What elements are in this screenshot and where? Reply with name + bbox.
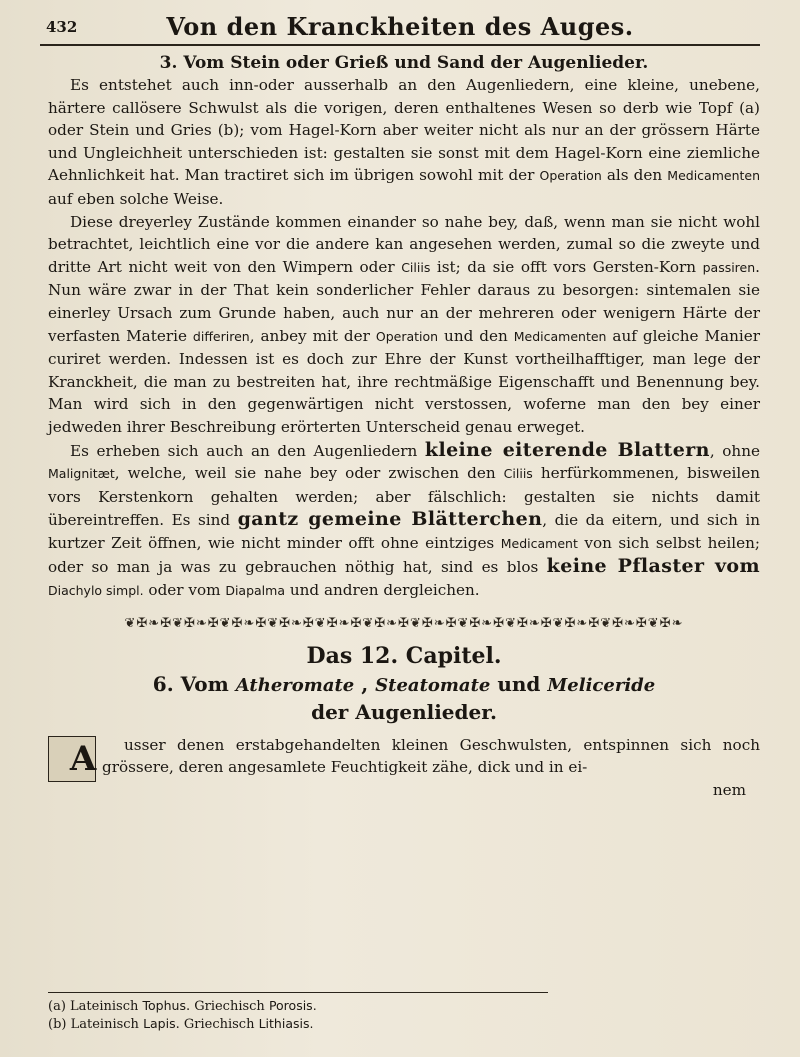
text-run: , welche, weil sie nahe bey oder zwischen den <box>114 464 504 483</box>
latin-term: Porosis. <box>268 998 317 1013</box>
latin-term: Diachylo simpl. <box>48 583 144 599</box>
footnote <box>48 997 548 1015</box>
page-header <box>40 10 760 46</box>
text-run: als den <box>601 166 668 185</box>
chapter-paragraph <box>48 734 760 779</box>
emphasis-term: keine Pflaster vom <box>546 555 760 578</box>
latin-term: differiren <box>192 328 250 344</box>
title-latin: Steatomate <box>375 675 491 697</box>
drop-cap: A <box>48 736 96 782</box>
text-run: Lateinisch <box>70 1017 144 1032</box>
text-run: , die da eitern, und sich in kurtzer Zeit öffnen, wie nicht minder offt ohne eintziges <box>48 511 760 552</box>
latin-term: Operation <box>375 328 439 344</box>
text-run: Es erheben sich auch an den Augenliedern <box>70 441 425 460</box>
running-title: Von den Kranckheiten des Auges. <box>166 12 634 41</box>
title-latin: Atheromate <box>235 675 355 697</box>
latin-term: Medicamenten <box>513 328 607 344</box>
text-run: . Nun wäre zwar in der That kein sonderlicher Fehler daraus zu besorgen: sintemalen sie einerley Ursach zum Grunde haben, auch nur an der mehreren oder wenigern Härte der verfasten Materie <box>48 257 760 345</box>
footnotes <box>48 992 548 1033</box>
latin-term: Lithiasis. <box>258 1016 314 1031</box>
text-run: auf eben solche Weise. <box>48 189 224 208</box>
text-run: . Griechisch <box>175 1017 259 1032</box>
footnote <box>48 1015 548 1033</box>
page-body <box>48 52 760 802</box>
text-run: Diese dreyerley Zustände kommen einander so nahe bey, daß, wenn man sie nicht wohl betrachtet, leichtlich eine vor die andere kan angesehen werden, zumal so die zweyte und dritte Art nicht weit von den Wimpern oder <box>48 212 760 276</box>
page-number: 432 <box>46 18 78 36</box>
text-run: usser denen erstabgehandelten kleinen Geschwulsten, entspinnen sich noch grössere, deren angesamlete Feuchtigkeit zähe, dick und in ei- <box>102 735 760 777</box>
latin-term: Tophus <box>142 998 186 1013</box>
text-run: und den <box>438 326 514 345</box>
emphasis-term: kleine eiterende Blattern <box>424 438 710 461</box>
title-run: , <box>354 672 376 697</box>
latin-term: Ciliis <box>401 259 431 275</box>
text-run: auf gleiche Manier curiret werden. Indessen ist es doch zur Ehre der Kunst vortheilhafftiger, man lege der Kranckheit, die man zu bestreiten hat, ihre rechtmäßige Eigenschafft und Benennung bey. Man wird sich in den gegenwärtigen nicht verstossen, woferne man den bey einer jedweden ihrer Beschreibung erörterten Unterscheid genau erweget. <box>48 326 760 436</box>
latin-term: Operation <box>539 168 602 184</box>
text-run: von sich selbst heilen; oder so man ja was zu gebrauchen nöthig hat, sind es blos <box>48 533 760 577</box>
catchword: nem <box>712 781 746 800</box>
text-run: , ohne <box>709 441 760 460</box>
text-run: Lateinisch <box>70 999 143 1014</box>
paragraph-2 <box>48 211 760 439</box>
latin-term: Malignitæt <box>48 466 115 482</box>
text-run: , anbey mit der <box>249 326 376 345</box>
paragraph-3 <box>48 439 760 603</box>
text-run: und andren dergleichen. <box>285 581 480 600</box>
text-run: . Griechisch <box>185 999 269 1014</box>
latin-term: Medicamenten <box>667 168 760 184</box>
text-run: oder vom <box>143 581 226 600</box>
text-run: Es entstehet auch inn-oder ausserhalb an den Augenliedern, eine kleine, unebene, härtere callösere Schwulst als die vorigen, deren enthaltenes Wesen so derb wie Topf (a) oder Stein und Gries (b); vom Hagel-Korn aber weiter nicht als nur an der grössern Härte und Ungleichheit unterschieden ist: gestalten sie sonst mit dem Hagel-Korn eine ziemliche Aehnlichkeit hat. Man tractiret sich im übrigen sowohl mit der <box>48 76 760 185</box>
chapter-title <box>48 671 760 699</box>
footnote-mark: (a) <box>48 999 66 1014</box>
latin-term: Lapis <box>143 1016 176 1031</box>
latin-term: Ciliis <box>503 466 533 482</box>
latin-term: Diapalma <box>225 583 285 599</box>
chapter-heading: Das 12. Capitel. <box>306 642 502 669</box>
ornament-divider: ❦✠❧✠❦✠❧✠❦✠❧✠❦✠❧✠❦✠❧✠❦✠❧✠❦✠❧✠❦✠❧✠❦✠❧✠❦✠❧✠❦✠❧✠❦✠❧ <box>124 616 684 631</box>
paragraph-1 <box>48 74 760 211</box>
section-title: 3. Vom Stein oder Grieß und Sand der Augenlieder. <box>159 53 649 73</box>
text-run: ist; da sie offt vors Gersten-Korn <box>430 257 703 276</box>
latin-term: passiren <box>702 259 756 275</box>
chapter-subtitle: der Augenlieder. <box>311 700 497 725</box>
text-run: herfürkommenen, bisweilen vors Kerstenkorn gehalten werden; aber fälschlich: gestalten sie nichts damit übereintreffen. Es sind <box>48 464 760 530</box>
latin-term: Medicament <box>500 535 578 551</box>
title-run: 6. Vom <box>152 672 236 697</box>
title-latin: Meliceride <box>547 675 656 697</box>
title-run: und <box>490 672 548 697</box>
footnote-mark: (b) <box>48 1017 67 1032</box>
emphasis-term: gantz gemeine Blätterchen <box>237 508 543 531</box>
